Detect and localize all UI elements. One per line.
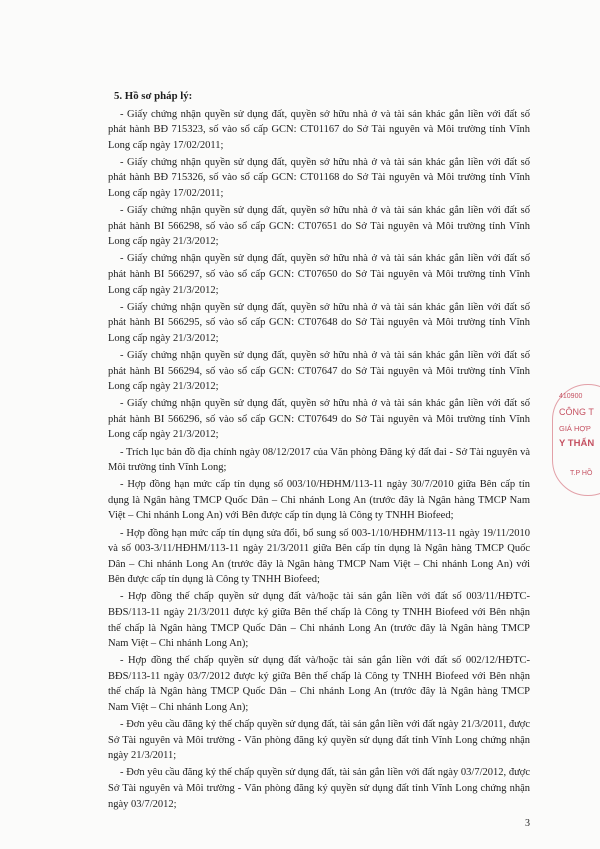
paragraph-6: - Giấy chứng nhận quyền sử dụng đất, quyền sở hữu nhà ở và tài sản khác gắn liền với đất số phát hành BI 566294, số vào sổ cấp GCN: CT07647 do Sở Tài nguyên và Môi trường tỉnh Vĩnh Long cấp ngày 21/3/2012; [108, 350, 530, 393]
paragraph-8: - Trích lục bản đồ địa chính ngày 08/12/2017 của Văn phòng Đăng ký đất đai - Sở Tài nguyên và Môi trường tỉnh Vĩnh Long; [108, 446, 530, 474]
paragraph-11: - Hợp đồng thế chấp quyền sử dụng đất và/hoặc tài sản gắn liền với đất số 003/11/HĐTC-BĐS/113-11 ngày 21/3/2011 được ký giữa Bên thế chấp là Công ty TNHH Biofeed với Bên nhận thế chấp là Ngân hàng TMCP Quốc Dân – Chi nhánh Long An (trước đây là Ngân hàng TMCP Nam Việt – Chi nhánh Long An); [108, 591, 530, 650]
stamp-line-2: CÔNG T [559, 407, 594, 417]
paragraph-1: - Giấy chứng nhận quyền sử dụng đất, quyền sở hữu nhà ở và tài sản khác gắn liền với đất số phát hành BĐ 715323, số vào sổ cấp GCN: CT01167 do Sở Tài nguyên và Môi trường tỉnh Vĩnh Long cấp ngày 17/02/2011; [108, 108, 530, 151]
paragraph-7: - Giấy chứng nhận quyền sử dụng đất, quyền sở hữu nhà ở và tài sản khác gắn liền với đất số phát hành BI 566296, số vào sổ cấp GCN: CT07649 do Sở Tài nguyên và Môi trường tỉnh Vĩnh Long cấp ngày 21/3/2012; [108, 398, 530, 441]
paragraph-2: - Giấy chứng nhận quyền sử dụng đất, quyền sở hữu nhà ở và tài sản khác gắn liền với đất số phát hành BĐ 715326, số vào sổ cấp GCN: CT01168 do Sở Tài nguyên và Môi trường tỉnh Vĩnh Long cấp ngày 17/02/2011; [108, 156, 530, 200]
stamp-line-3: GIÁ HỢP [559, 424, 591, 433]
paragraph-5: - Giấy chứng nhận quyền sử dụng đất, quyền sở hữu nhà ở và tài sản khác gắn liền với đất số phát hành BI 566295, số vào sổ cấp GCN: CT07648 do Sở Tài nguyên và Môi trường tỉnh Vĩnh Long cấp ngày 21/3/2012; [108, 301, 530, 344]
paragraph-14: - Đơn yêu cầu đăng ký thế chấp quyền sử dụng đất, tài sản gắn liền với đất ngày 03/7/2012, được Sở Tài nguyên và Môi trường - Văn phòng đăng ký quyền sử dụng đất tỉnh Vĩnh Long chứng nhận ngày 03/7/2012; [108, 767, 530, 810]
company-stamp [552, 384, 600, 494]
page-number: 3 [525, 818, 530, 829]
paragraph-9: - Hợp đồng hạn mức cấp tín dụng số 003/10/HĐHM/113-11 ngày 30/7/2010 giữa Bên cấp tín dụng là Ngân hàng TMCP Quốc Dân – Chi nhánh Long An (trước đây là Ngân hàng TMCP Nam Việt – Chi nhánh Long An) với Bên được cấp tín dụng là Công ty TNHH Biofeed; [108, 479, 530, 522]
section-title: 5. Hồ sơ pháp lý: [114, 90, 193, 102]
stamp-line-5: T.P HỒ [570, 470, 593, 477]
paragraph-3: - Giấy chứng nhận quyền sử dụng đất, quyền sở hữu nhà ở và tài sản khác gắn liền với đất số phát hành BI 566298, số vào sổ cấp GCN: CT07651 do Sở Tài nguyên và Môi trường tỉnh Vĩnh Long cấp ngày 21/3/2012; [108, 205, 530, 248]
stamp-line-1: 410900 [559, 393, 583, 400]
document-content [108, 89, 530, 814]
paragraph-10: - Hợp đồng hạn mức cấp tín dụng sửa đổi, bổ sung số 003-1/10/HĐHM/113-11 ngày 19/11/2010 và số 003-3/11/HĐHM/113-11 ngày 21/3/2011 giữa Bên cấp tín dụng là Ngân hàng TMCP Quốc Dân – Chi nhánh Long An (trước đây là Ngân hàng TMCP Nam Việt – Chi nhánh Long An) với Bên được cấp tín dụng là Công ty TNHH Biofeed; [108, 527, 530, 586]
paragraph-4: - Giấy chứng nhận quyền sử dụng đất, quyền sở hữu nhà ở và tài sản khác gắn liền với đất số phát hành BI 566297, số vào sổ cấp GCN: CT07650 do Sở Tài nguyên và Môi trường tỉnh Vĩnh Long cấp ngày 21/3/2012; [108, 253, 530, 296]
stamp-line-4: Y THẨN [559, 438, 595, 449]
paragraph-12: - Hợp đồng thế chấp quyền sử dụng đất và/hoặc tài sản gắn liền với đất số 002/12/HĐTC-BĐS/113-11 ngày 03/7/2012 được ký giữa Bên thế chấp là Công ty TNHH Biofeed với Bên nhận thế chấp là Ngân hàng TMCP Quốc Dân – Chi nhánh Long An (trước đây là Ngân hàng TMCP Nam Việt – Chi nhánh Long An); [108, 655, 530, 714]
paragraph-13: - Đơn yêu cầu đăng ký thế chấp quyền sử dụng đất, tài sản gắn liền với đất ngày 21/3/2011, được Sở Tài nguyên và Môi trường - Văn phòng đăng ký quyền sử dụng đất tỉnh Vĩnh Long chứng nhận ngày 21/3/2011; [108, 719, 530, 762]
